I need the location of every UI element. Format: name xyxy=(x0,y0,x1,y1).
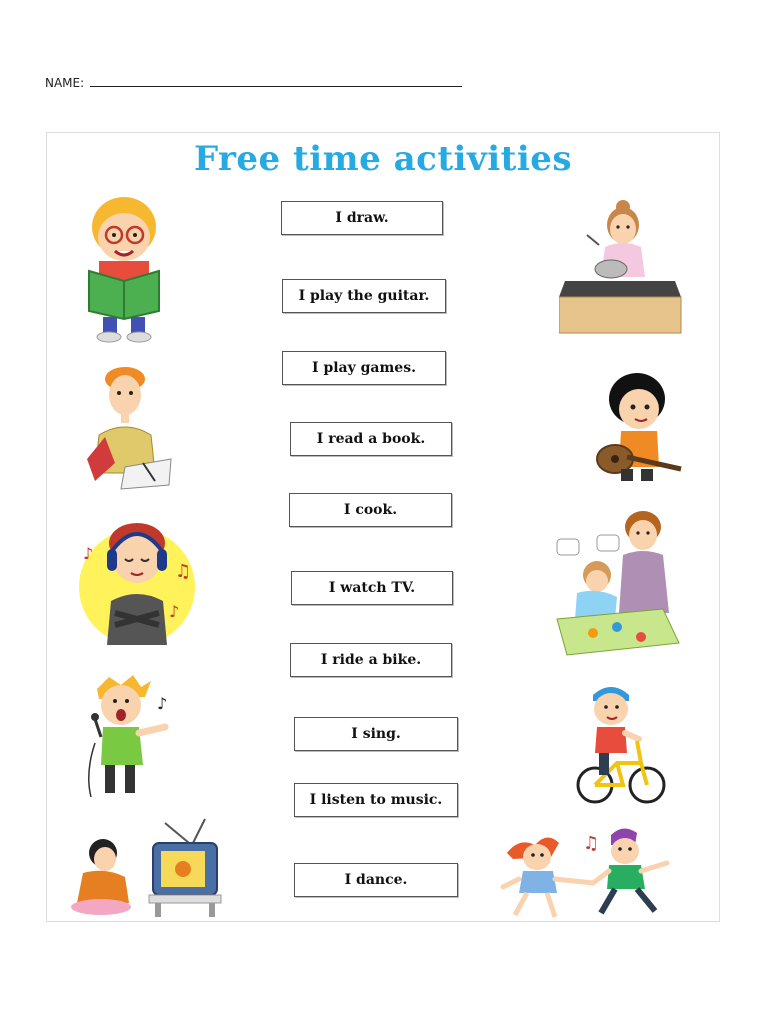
sentence-box-cook[interactable]: I cook. xyxy=(289,493,452,527)
svg-text:♪: ♪ xyxy=(83,544,94,563)
singing-boy-picture xyxy=(81,673,181,801)
tv-girl-picture xyxy=(69,813,229,921)
dancing-kids-picture xyxy=(499,823,689,921)
music-boy-picture xyxy=(77,517,197,647)
worksheet xyxy=(46,132,720,922)
games-family-picture xyxy=(553,509,683,659)
bike-boy-picture xyxy=(575,679,669,807)
sentence-box-tv[interactable]: I watch TV. xyxy=(291,571,453,605)
cooking-girl-picture xyxy=(559,197,683,335)
sentence-box-music[interactable]: I listen to music. xyxy=(294,783,458,817)
sentence-box-dance[interactable]: I dance. xyxy=(294,863,458,897)
name-label: NAME: xyxy=(45,76,85,90)
sentence-box-bike[interactable]: I ride a bike. xyxy=(290,643,452,677)
svg-text:♫: ♫ xyxy=(583,833,600,854)
sentence-box-draw[interactable]: I draw. xyxy=(281,201,443,235)
svg-text:♫: ♫ xyxy=(175,561,192,582)
sentence-box-sing[interactable]: I sing. xyxy=(294,717,458,751)
svg-text:♪: ♪ xyxy=(157,694,168,713)
sentence-box-games[interactable]: I play games. xyxy=(282,351,446,385)
sentence-box-guitar[interactable]: I play the guitar. xyxy=(282,279,446,313)
reading-boy-picture xyxy=(77,189,172,344)
worksheet-title: Free time activities xyxy=(193,139,573,179)
drawing-man-picture xyxy=(85,363,175,491)
svg-text:♪: ♪ xyxy=(169,602,180,621)
name-field[interactable] xyxy=(45,75,462,90)
guitar-boy-picture xyxy=(593,369,683,487)
sentence-box-book[interactable]: I read a book. xyxy=(290,422,452,456)
name-blank-line[interactable] xyxy=(90,75,462,87)
